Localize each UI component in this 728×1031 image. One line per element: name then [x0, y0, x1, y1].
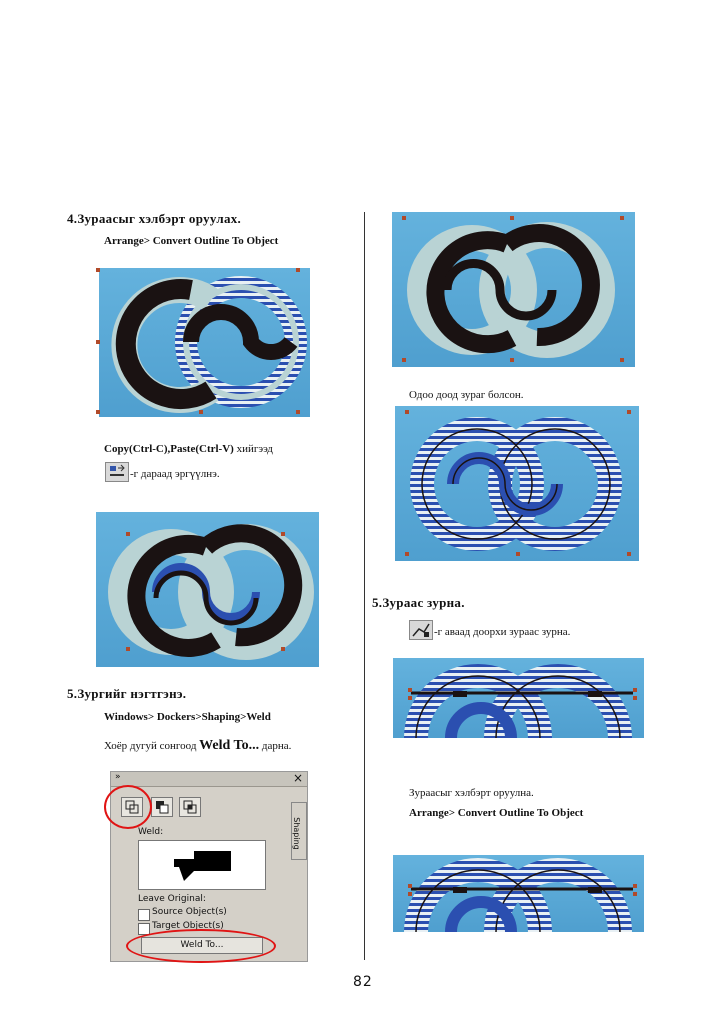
page-number: 82 — [353, 974, 373, 990]
docker-titlebar — [111, 772, 307, 787]
shaping-tab-label: Shaping — [291, 817, 301, 850]
shaping-side-tab[interactable] — [291, 802, 307, 860]
weld-command: Windows> Dockers>Shaping>Weld — [104, 711, 271, 723]
illustration-line-converted — [393, 855, 644, 932]
weld-to-highlight — [126, 929, 276, 963]
convert-command: Arrange> Convert Outline To Object — [409, 807, 584, 819]
convert-text: Зураасыг хэлбэрт оруулна. — [409, 787, 534, 799]
weld-instruction-bold: Weld To... — [199, 738, 260, 753]
source-object-checkbox[interactable] — [138, 909, 150, 921]
weld-instruction — [104, 738, 291, 754]
freehand-tool-icon[interactable] — [409, 620, 433, 640]
mirror-tool-icon[interactable] — [105, 462, 129, 482]
illustration-welded — [395, 406, 639, 561]
step4-heading: 4.Зураасыг хэлбэрт оруулах. — [67, 211, 242, 226]
bottom-image-caption: Одоо доод зураг болсон. — [409, 389, 524, 401]
trim-mode-button[interactable] — [151, 797, 173, 817]
leave-original-label: Leave Original: — [138, 894, 206, 904]
step5-draw-heading: 5.Зураас зурна. — [372, 595, 465, 610]
illustration-converted — [392, 212, 635, 367]
weld-button-highlight — [104, 785, 152, 829]
close-icon[interactable]: × — [292, 771, 303, 785]
collapse-icon[interactable]: » — [115, 772, 121, 782]
intersect-mode-button[interactable] — [179, 797, 201, 817]
copy-paste-command: Copy(Ctrl-C),Paste(Ctrl-V) — [104, 443, 234, 455]
column-divider — [364, 212, 365, 960]
illustration-mirrored — [96, 512, 319, 667]
weld-instruction-suffix: дарна. — [259, 740, 292, 752]
step4-command: Arrange> Convert Outline To Object — [104, 235, 279, 247]
target-object-label: Target Object(s) — [152, 921, 224, 931]
weld-instruction-prefix: Хоёр дугуй сонгоод — [104, 740, 200, 752]
mirror-instruction: -г дараад эргүүлнэ. — [130, 468, 220, 480]
copy-paste-line — [104, 443, 273, 455]
illustration-convert-outline — [91, 260, 318, 425]
weld-preview — [138, 840, 266, 890]
copy-paste-suffix: хийгээд — [233, 443, 273, 455]
weld-label: Weld: — [138, 827, 164, 837]
source-object-label: Source Object(s) — [152, 907, 227, 917]
step5-weld-heading: 5.Зургийг нэгтгэнэ. — [67, 686, 187, 701]
illustration-line-drawn — [393, 658, 644, 738]
draw-line-instruction: -г аваад доорхи зураас зурна. — [434, 626, 571, 638]
weld-to-button[interactable]: Weld To... — [141, 937, 263, 954]
